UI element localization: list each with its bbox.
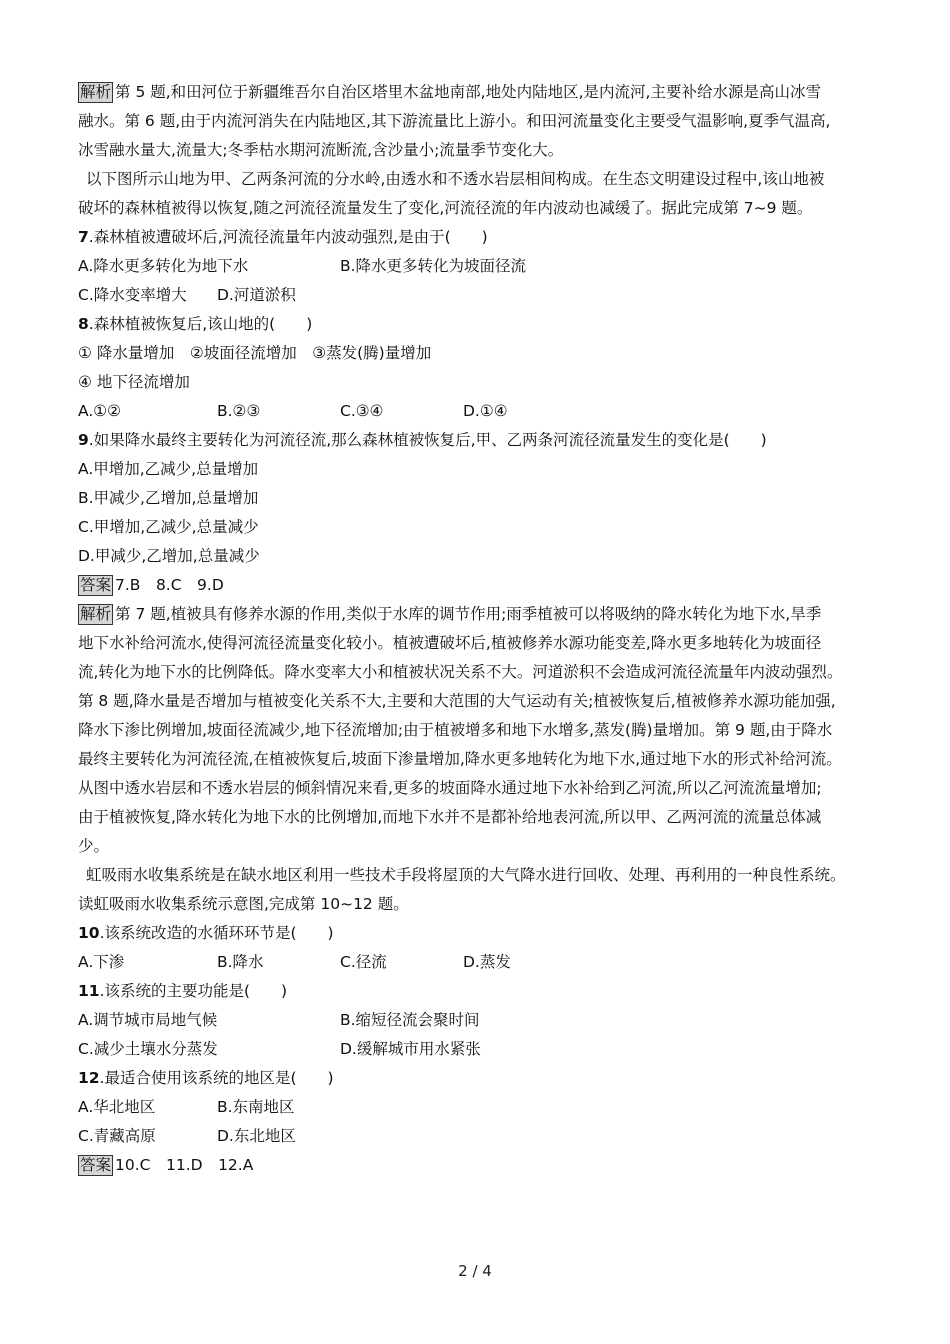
question-10	[78, 919, 890, 977]
question-number: 12	[78, 1069, 100, 1087]
question-stem: .如果降水最终主要转化为河流径流,那么森林植被恢复后,甲、乙两条河流径流量发生的变化是( )	[88, 431, 767, 449]
analysis-line: 融水。第 6 题,由于内流河消失在内陆地区,其下游流量比上游小。和田河流量变化主要受气温影响,夏季气温高,	[78, 112, 831, 130]
option-a[interactable]: A.调节城市局地气候	[78, 1011, 218, 1029]
intro-line: 读虹吸雨水收集系统示意图,完成第 10~12 题。	[78, 895, 409, 913]
analysis-tag: 解析	[80, 605, 112, 623]
question-9	[78, 426, 890, 571]
answer-text: 10.C 11.D 12.A	[115, 1156, 254, 1174]
analysis-line: 从图中透水岩层和不透水岩层的倾斜情况来看,更多的坡面降水通过地下水补给到乙河流,所以乙河流流量增加;	[78, 779, 822, 797]
analysis-line: 第 8 题,降水量是否增加与植被变化关系不大,主要和大范围的大气运动有关;植被恢复后,植被修养水源功能加强,	[78, 692, 836, 710]
analysis-line: 降水下渗比例增加,坡面径流减少,地下径流增加;由于植被增多和地下水增多,蒸发(腾)量增加。第 9 题,由于降水	[78, 721, 833, 739]
analysis-line: 第 7 题,植被具有修养水源的作用,类似于水库的调节作用;雨季植被可以将吸纳的降水转化为地下水,旱季	[115, 605, 822, 623]
option-d[interactable]: D.东北地区	[217, 1127, 296, 1145]
question-items: ① 降水量增加 ②坡面径流增加 ③蒸发(腾)量增加	[78, 344, 432, 362]
option-d[interactable]: D.河道淤积	[217, 286, 296, 304]
question-number: 10	[78, 924, 100, 942]
answer-text: 7.B 8.C 9.D	[115, 576, 224, 594]
option-c[interactable]: C.径流	[340, 953, 387, 971]
answer-tag: 答案	[80, 576, 112, 594]
question-12	[78, 1064, 890, 1151]
option-a[interactable]: A.甲增加,乙减少,总量增加	[78, 460, 259, 478]
answer-10-12	[78, 1151, 890, 1180]
question-number: 9	[78, 431, 89, 449]
option-b[interactable]: B.降水	[217, 953, 264, 971]
option-d[interactable]: D.蒸发	[463, 953, 511, 971]
analysis-block-7-9	[78, 600, 890, 861]
intro-line: 以下图所示山地为甲、乙两条河流的分水岭,由透水和不透水岩层相间构成。在生态文明建设过程中,该山地被	[86, 170, 825, 188]
option-c[interactable]: C.青藏高原	[78, 1127, 156, 1145]
option-c[interactable]: C.降水变率增大	[78, 286, 187, 304]
analysis-tag: 解析	[80, 83, 112, 101]
question-items: ④ 地下径流增加	[78, 373, 190, 391]
option-a[interactable]: A.降水更多转化为地下水	[78, 257, 249, 275]
question-stem: .该系统的主要功能是( )	[99, 982, 288, 1000]
option-c[interactable]: C.减少土壤水分蒸发	[78, 1040, 218, 1058]
answer-tag: 答案	[80, 1156, 112, 1174]
answer-7-9	[78, 571, 890, 600]
option-a[interactable]: A.①②	[78, 402, 122, 420]
question-number: 11	[78, 982, 100, 1000]
option-d[interactable]: D.缓解城市用水紧张	[340, 1040, 481, 1058]
intro-line: 虹吸雨水收集系统是在缺水地区利用一些技术手段将屋顶的大气降水进行回收、处理、再利用的一种良性系统。	[86, 866, 846, 884]
analysis-block-5-6	[78, 78, 890, 165]
question-stem: .该系统改造的水循环环节是( )	[99, 924, 334, 942]
analysis-line: 地下水补给河流水,使得河流径流量变化较小。植被遭破坏后,植被修养水源功能变差,降水更多地转化为坡面径	[78, 634, 822, 652]
question-stem: .最适合使用该系统的地区是( )	[99, 1069, 334, 1087]
analysis-line: 由于植被恢复,降水转化为地下水的比例增加,而地下水并不是都补给地表河流,所以甲、乙两河流的流量总体减	[78, 808, 822, 826]
question-stem: .森林植被恢复后,该山地的( )	[88, 315, 313, 333]
question-7	[78, 223, 890, 310]
analysis-line: 冰雪融水量大,流量大;冬季枯水期河流断流,含沙量小;流量季节变化大。	[78, 141, 564, 159]
page-number: 2 / 4	[458, 1262, 492, 1280]
analysis-line: 少。	[78, 837, 110, 855]
question-intro-7-9	[78, 165, 890, 223]
question-8	[78, 310, 890, 426]
option-b[interactable]: B.东南地区	[217, 1098, 295, 1116]
option-d[interactable]: D.①④	[463, 402, 508, 420]
option-d[interactable]: D.甲减少,乙增加,总量减少	[78, 547, 260, 565]
option-c[interactable]: C.甲增加,乙减少,总量减少	[78, 518, 259, 536]
option-a[interactable]: A.下渗	[78, 953, 125, 971]
question-intro-10-12	[78, 861, 890, 919]
document-body	[78, 78, 890, 1180]
question-stem: .森林植被遭破坏后,河流径流量年内波动强烈,是由于( )	[88, 228, 488, 246]
analysis-line: 最终主要转化为河流径流,在植被恢复后,坡面下渗量增加,降水更多地转化为地下水,通过地下水的形式补给河流。	[78, 750, 842, 768]
option-b[interactable]: B.②③	[217, 402, 261, 420]
analysis-line: 第 5 题,和田河位于新疆维吾尔自治区塔里木盆地南部,地处内陆地区,是内流河,主要补给水源是高山冰雪	[115, 83, 821, 101]
option-c[interactable]: C.③④	[340, 402, 384, 420]
question-number: 8	[78, 315, 89, 333]
intro-line: 破坏的森林植被得以恢复,随之河流径流量发生了变化,河流径流的年内波动也减缓了。据此完成第 7~9 题。	[78, 199, 813, 217]
question-number: 7	[78, 228, 89, 246]
option-b[interactable]: B.缩短径流会聚时间	[340, 1011, 480, 1029]
option-b[interactable]: B.降水更多转化为坡面径流	[340, 257, 527, 275]
option-b[interactable]: B.甲减少,乙增加,总量增加	[78, 489, 259, 507]
option-a[interactable]: A.华北地区	[78, 1098, 156, 1116]
analysis-line: 流,转化为地下水的比例降低。降水变率大小和植被状况关系不大。河道淤积不会造成河流径流量年内波动强烈。	[78, 663, 843, 681]
question-11	[78, 977, 890, 1064]
